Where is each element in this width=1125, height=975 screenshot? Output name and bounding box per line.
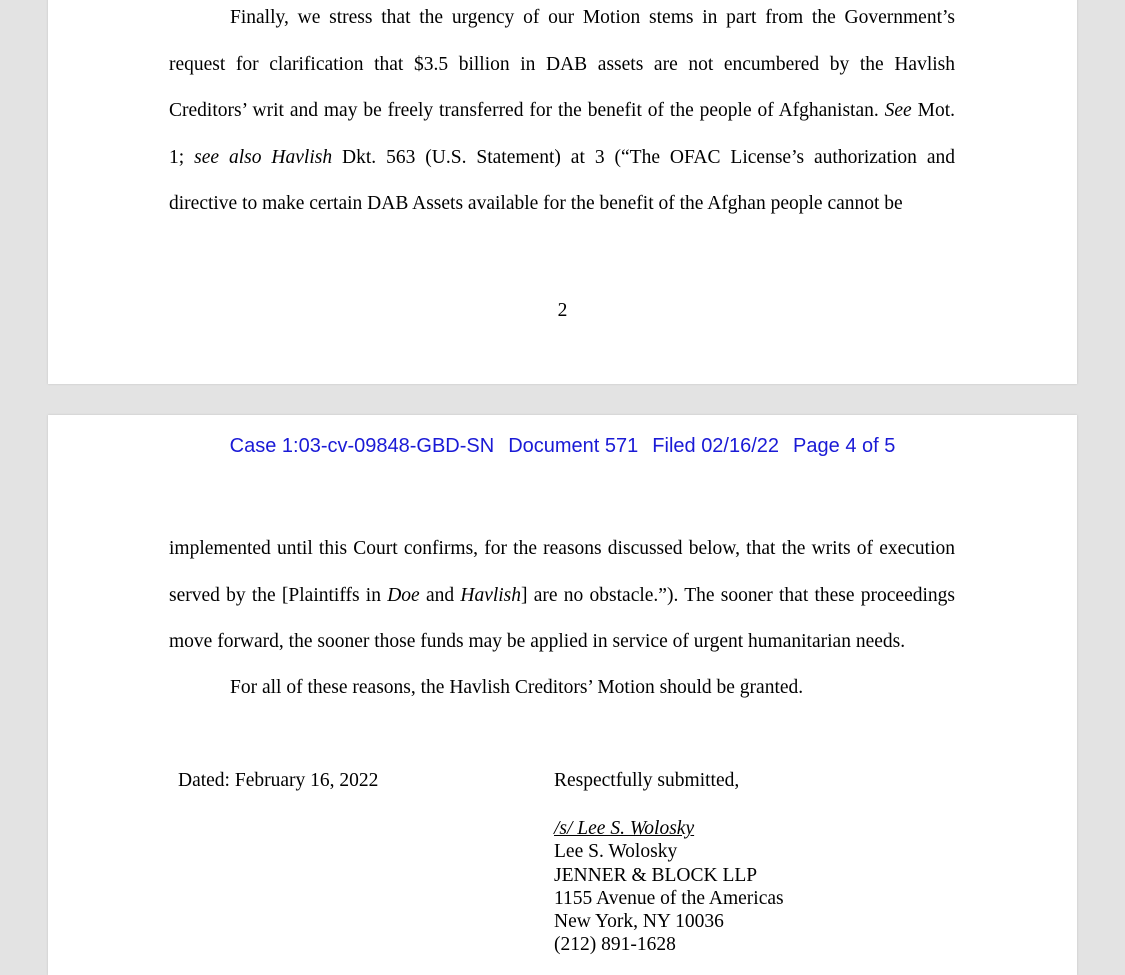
document-page-top <box>48 0 1077 384</box>
body-paragraph <box>169 526 955 666</box>
page-count: Page 4 of 5 <box>793 435 896 457</box>
case-header <box>48 435 1077 458</box>
filed-date: Filed 02/16/22 <box>652 435 780 457</box>
case-name: Havlish <box>460 584 522 606</box>
paragraph-text: Mot. 1; <box>169 100 955 168</box>
closing-line: Respectfully submitted, <box>554 770 740 791</box>
paragraph-text: implemented until this Court confirms, for the reasons discussed below, that the writs of execution served by the [Plaintiffs in <box>169 538 955 606</box>
address-line-2: New York, NY 10036 <box>554 911 724 933</box>
address-line-1: 1155 Avenue of the Americas <box>554 887 784 909</box>
paragraph-text: Finally, we stress that the urgency of our Motion stems in part from the Government’s request for clarification that $3.5 billion in DAB assets are not encumbered by the Havlish Creditors’ writ and may be freely transferred for the benefit of the people of Afghanistan. <box>169 7 955 122</box>
document-page-bottom <box>48 415 1077 975</box>
conclusion-paragraph: For all of these reasons, the Havlish Creditors’ Motion should be granted. <box>230 677 804 698</box>
citation-signal: see also Havlish <box>194 146 333 168</box>
paragraph-text: ] are no obstacle.”). The sooner that these proceedings move forward, the sooner those funds may be applied in service of urgent humanitarian needs. <box>169 584 955 653</box>
firm-name: JENNER & BLOCK LLP <box>554 864 758 886</box>
dated-line: Dated: February 16, 2022 <box>178 770 379 791</box>
case-name: Doe <box>387 584 420 606</box>
signer-name: Lee S. Wolosky <box>554 841 678 863</box>
page-number: 2 <box>557 300 568 321</box>
body-paragraph <box>169 0 955 228</box>
paragraph-text: and <box>419 584 461 606</box>
case-number: Case 1:03-cv-09848-GBD-SN <box>229 435 495 457</box>
document-number: Document 571 <box>508 435 639 457</box>
citation-signal: See <box>884 100 912 122</box>
signature-block <box>554 817 784 957</box>
paragraph-text: Dkt. 563 (U.S. Statement) at 3 (“The OFAC License’s authorization and directive to make certain DAB Assets available for the benefit of the Afghan people cannot be <box>169 146 955 215</box>
phone-number: (212) 891-1628 <box>554 934 676 956</box>
signature-line: /s/ Lee S. Wolosky <box>554 818 695 839</box>
